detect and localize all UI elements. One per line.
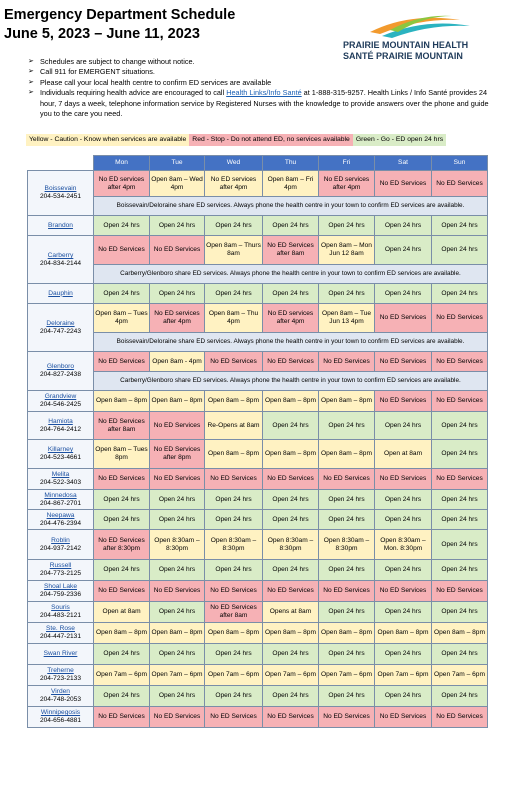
- legend-green: Green - Go - ED open 24 hrs: [353, 134, 446, 146]
- location-phone: 204-748-2053: [39, 696, 82, 703]
- status-cell: Open 24 hrs: [150, 686, 205, 707]
- shared-services-note: Carberry/Glenboro share ED services. Always phone the health centre in your town to confirm ED services are available.: [94, 372, 488, 391]
- status-cell: No ED Services: [432, 581, 488, 602]
- day-header-sun: Sun: [432, 156, 488, 171]
- location-cell: [28, 216, 94, 236]
- location-cell: [28, 686, 94, 707]
- status-cell: Open 24 hrs: [94, 644, 150, 665]
- status-cell: Open 24 hrs: [263, 490, 319, 510]
- status-cell: No ED Services: [205, 581, 263, 602]
- status-cell: Open at 8am: [375, 440, 432, 469]
- table-row: [28, 304, 488, 333]
- legend-yellow: Yellow - Caution - Know when services are available: [26, 134, 189, 146]
- schedule-table: [27, 155, 488, 728]
- location-cell: [28, 236, 94, 284]
- status-cell: No ED Services: [375, 171, 432, 197]
- location-link[interactable]: Swan River: [43, 650, 78, 658]
- status-cell: No ED Services: [150, 469, 205, 490]
- status-cell: Open 24 hrs: [375, 236, 432, 265]
- location-link[interactable]: Shoal Lake: [44, 583, 77, 591]
- title-line-2: June 5, 2023 – June 11, 2023: [4, 26, 200, 42]
- corner-cell: [28, 156, 94, 171]
- status-cell: No ED Services: [94, 581, 150, 602]
- table-row: [28, 216, 488, 236]
- table-row: [28, 412, 488, 440]
- shared-services-note: Carberry/Glenboro share ED services. Always phone the health centre in your town to confirm ED services are available.: [94, 265, 488, 284]
- status-cell: Open 8am – Tue Jun 13 4pm: [319, 304, 375, 333]
- table-row: [28, 530, 488, 560]
- status-cell: No ED Services: [432, 391, 488, 412]
- status-cell: Open 24 hrs: [205, 216, 263, 236]
- location-link[interactable]: Winnipegosis: [40, 709, 81, 717]
- status-cell: Open 8am – 8pm: [263, 440, 319, 469]
- status-cell: Open 8:30am – 8:30pm: [205, 530, 263, 560]
- notice-item: ➢ Schedules are subject to change without notice.: [30, 57, 495, 67]
- location-link[interactable]: Melita: [51, 471, 70, 479]
- status-cell: Open 24 hrs: [375, 560, 432, 581]
- location-link[interactable]: Grandview: [44, 393, 77, 401]
- status-cell: Open 24 hrs: [432, 490, 488, 510]
- location-phone: 204-546-2425: [39, 401, 82, 408]
- status-cell: Open 8am – 8pm: [205, 623, 263, 644]
- status-cell: No ED Services after 8pm: [150, 440, 205, 469]
- status-cell: No ED services after 4pm: [319, 171, 375, 197]
- status-cell: No ED Services: [432, 707, 488, 728]
- location-cell: [28, 440, 94, 469]
- title-line-1: Emergency Department Schedule: [4, 7, 236, 23]
- table-row: [28, 623, 488, 644]
- status-cell: Open 24 hrs: [150, 510, 205, 530]
- status-cell: Open 7am – 6pm: [263, 665, 319, 686]
- status-cell: Open 7am – 6pm: [319, 665, 375, 686]
- location-link[interactable]: Neepawa: [46, 511, 75, 519]
- status-cell: Opens at 8am: [263, 602, 319, 623]
- table-row: [28, 686, 488, 707]
- location-phone: 204-534-2451: [39, 193, 82, 200]
- status-cell: Open 24 hrs: [319, 284, 375, 304]
- status-cell: Open 24 hrs: [150, 644, 205, 665]
- notice-list: [30, 57, 495, 119]
- location-phone: 204-723-2133: [39, 675, 82, 682]
- location-cell: [28, 490, 94, 510]
- status-cell: No ED Services: [319, 707, 375, 728]
- status-cell: Open 24 hrs: [94, 510, 150, 530]
- status-cell: Open 7am – 6pm: [150, 665, 205, 686]
- location-link[interactable]: Dauphin: [48, 289, 73, 297]
- status-cell: Open 8am – 8pm: [94, 391, 150, 412]
- status-cell: No ED Services: [375, 391, 432, 412]
- location-phone: 204-759-2336: [39, 591, 82, 598]
- status-cell: Open 24 hrs: [432, 602, 488, 623]
- status-cell: No ED Services: [150, 236, 205, 265]
- location-link[interactable]: Killarney: [47, 446, 74, 454]
- status-cell: Open 8am – 8pm: [319, 391, 375, 412]
- table-row: [28, 236, 488, 265]
- status-cell: Open 8am – 8pm: [150, 623, 205, 644]
- table-row: [28, 440, 488, 469]
- shared-services-note: Boissevain/Deloraine share ED services. Always phone the health centre in your town to confirm ED services are available.: [94, 197, 488, 216]
- location-link[interactable]: Russell: [49, 562, 72, 570]
- status-cell: Open 24 hrs: [319, 216, 375, 236]
- location-phone: 204-773-2125: [39, 570, 82, 577]
- status-cell: Open 24 hrs: [205, 686, 263, 707]
- status-cell: Open 24 hrs: [150, 216, 205, 236]
- header-row: [28, 156, 488, 171]
- location-cell: [28, 171, 94, 216]
- status-cell: Open 8:30am – Mon. 8:30pm: [375, 530, 432, 560]
- status-cell: Open 24 hrs: [94, 560, 150, 581]
- status-cell: No ED services after 4pm: [94, 171, 150, 197]
- location-cell: [28, 284, 94, 304]
- status-cell: No ED Services: [263, 707, 319, 728]
- status-cell: Open 24 hrs: [150, 284, 205, 304]
- status-cell: Open 8am – 8pm: [263, 391, 319, 412]
- status-cell: Open 24 hrs: [263, 412, 319, 440]
- status-cell: No ED Services: [432, 304, 488, 333]
- location-phone: 204-867-2701: [39, 499, 82, 507]
- legend-red: Red - Stop - Do not attend ED, no services available: [189, 134, 353, 146]
- shared-services-note: Boissevain/Deloraine share ED services. Always phone the health centre in your town to confirm ED services are available.: [94, 333, 488, 352]
- status-cell: Open 8am – Mon Jun 12 8am: [319, 236, 375, 265]
- status-cell: Open 24 hrs: [263, 510, 319, 530]
- status-cell: Open 8am – 8pm: [205, 391, 263, 412]
- location-link[interactable]: Virden: [51, 688, 70, 696]
- table-row: [28, 581, 488, 602]
- table-row: [28, 469, 488, 490]
- status-cell: No ED Services: [150, 707, 205, 728]
- location-cell: [28, 304, 94, 352]
- status-cell: No ED Services: [94, 707, 150, 728]
- status-cell: Open 8am – 8pm: [205, 440, 263, 469]
- table-row: [28, 602, 488, 623]
- status-cell: Open 24 hrs: [263, 644, 319, 665]
- status-cell: No ED Services: [319, 581, 375, 602]
- table-row: [28, 510, 488, 530]
- status-cell: No ED Services: [319, 352, 375, 372]
- table-row: [28, 352, 488, 372]
- status-cell: No ED Services: [205, 469, 263, 490]
- status-cell: No ED Services after 8am: [205, 602, 263, 623]
- status-cell: Open 8am – 8pm: [432, 623, 488, 644]
- notice-item: [30, 88, 495, 119]
- status-cell: No ED Services: [150, 412, 205, 440]
- status-cell: Open 8am - 4pm: [150, 352, 205, 372]
- status-cell: No ED Services: [94, 469, 150, 490]
- status-cell: Open 24 hrs: [375, 412, 432, 440]
- status-cell: Open at 8am: [94, 602, 150, 623]
- status-cell: Open 24 hrs: [432, 510, 488, 530]
- note-row: [28, 197, 488, 216]
- table-row: [28, 644, 488, 665]
- status-cell: Open 8am – Tues 8pm: [94, 440, 150, 469]
- status-cell: Open 24 hrs: [375, 284, 432, 304]
- status-cell: No ED Services: [263, 581, 319, 602]
- status-cell: Open 24 hrs: [150, 602, 205, 623]
- status-cell: Open 24 hrs: [319, 510, 375, 530]
- status-cell: Open 24 hrs: [319, 560, 375, 581]
- status-cell: Open 8:30am – 8:30pm: [319, 530, 375, 560]
- status-cell: Open 24 hrs: [432, 560, 488, 581]
- location-phone: 204-523-4661: [39, 454, 82, 461]
- location-cell: [28, 510, 94, 530]
- status-cell: No ED Services: [263, 352, 319, 372]
- table-row: [28, 665, 488, 686]
- status-cell: No ED Services: [205, 352, 263, 372]
- status-cell: No ED Services: [375, 581, 432, 602]
- location-phone: 204-834-2144: [39, 259, 82, 267]
- status-cell: Open 24 hrs: [94, 216, 150, 236]
- status-cell: Open 24 hrs: [205, 560, 263, 581]
- day-header-tue: Tue: [150, 156, 205, 171]
- status-cell: Open 24 hrs: [432, 530, 488, 560]
- status-cell: Open 24 hrs: [319, 686, 375, 707]
- status-cell: Open 8am – Wed 4pm: [150, 171, 205, 197]
- status-cell: No ED Services: [263, 469, 319, 490]
- status-cell: Open 24 hrs: [205, 490, 263, 510]
- location-cell: [28, 391, 94, 412]
- location-cell: [28, 560, 94, 581]
- location-link[interactable]: Boissevain: [44, 185, 77, 193]
- status-cell: Open 24 hrs: [205, 644, 263, 665]
- org-name-en: PRAIRIE MOUNTAIN HEALTH: [343, 40, 469, 50]
- status-cell: Open 8:30am – 8:30pm: [150, 530, 205, 560]
- status-cell: No ED Services: [94, 352, 150, 372]
- page-title: [4, 6, 235, 44]
- location-link[interactable]: Glenboro: [46, 363, 75, 371]
- status-cell: Re-Opens at 8am: [205, 412, 263, 440]
- status-cell: Open 8am – 8pm: [319, 623, 375, 644]
- status-cell: Open 24 hrs: [150, 490, 205, 510]
- notice-text: Individuals requiring health advice are encouraged to call: [40, 88, 227, 98]
- status-cell: Open 24 hrs: [94, 284, 150, 304]
- status-cell: Open 24 hrs: [375, 510, 432, 530]
- location-phone: 204-483-2121: [39, 612, 82, 619]
- status-cell: Open 7am – 6pm: [432, 665, 488, 686]
- status-cell: Open 24 hrs: [319, 602, 375, 623]
- note-row: [28, 265, 488, 284]
- status-cell: No ED Services: [375, 352, 432, 372]
- status-cell: Open 24 hrs: [94, 490, 150, 510]
- status-cell: Open 8am – Thurs 8am: [205, 236, 263, 265]
- location-link[interactable]: Deloraine: [46, 319, 75, 327]
- status-cell: Open 24 hrs: [205, 284, 263, 304]
- status-cell: Open 24 hrs: [432, 216, 488, 236]
- status-cell: Open 24 hrs: [432, 236, 488, 265]
- notice-text: at 1-888-315-9257. Health Links / Info Santé provides 24 hour, 7 days a week, telephone information service by Registered Nurses with the knowledge to provide answers over the phone and guide you to the care you need.: [40, 88, 489, 119]
- status-cell: Open 8am – Fri 4pm: [263, 171, 319, 197]
- status-cell: Open 7am – 6pm: [94, 665, 150, 686]
- table-row: [28, 284, 488, 304]
- day-header-wed: Wed: [205, 156, 263, 171]
- status-cell: Open 8am – Tues 4pm: [94, 304, 150, 333]
- location-cell: [28, 412, 94, 440]
- location-phone: 204-656-4881: [39, 717, 82, 724]
- status-cell: Open 24 hrs: [375, 490, 432, 510]
- location-link[interactable]: Minnedosa: [44, 491, 77, 499]
- status-cell: No ED Services after 8am: [263, 236, 319, 265]
- status-cell: Open 24 hrs: [319, 490, 375, 510]
- location-phone: 204-747-2243: [39, 327, 82, 335]
- location-cell: [28, 530, 94, 560]
- location-cell: [28, 602, 94, 623]
- location-link[interactable]: Brandon: [48, 221, 73, 229]
- location-cell: [28, 644, 94, 665]
- status-cell: Open 24 hrs: [432, 284, 488, 304]
- status-cell: Open 7am – 6pm: [205, 665, 263, 686]
- table-row: [28, 707, 488, 728]
- day-header-thu: Thu: [263, 156, 319, 171]
- status-cell: No ED Services: [375, 707, 432, 728]
- location-cell: [28, 623, 94, 644]
- day-header-sat: Sat: [375, 156, 432, 171]
- location-link[interactable]: Treherne: [47, 667, 74, 675]
- status-cell: No ED Services: [432, 469, 488, 490]
- table-row: [28, 490, 488, 510]
- status-cell: No ED services after 4pm: [150, 304, 205, 333]
- status-cell: No ED Services: [432, 352, 488, 372]
- location-link[interactable]: Hamiota: [48, 417, 73, 425]
- status-cell: Open 24 hrs: [432, 440, 488, 469]
- location-cell: [28, 581, 94, 602]
- status-cell: Open 24 hrs: [432, 412, 488, 440]
- location-cell: [28, 352, 94, 391]
- status-cell: Open 24 hrs: [94, 686, 150, 707]
- status-cell: No ED Services: [375, 304, 432, 333]
- day-header-fri: Fri: [319, 156, 375, 171]
- status-cell: Open 24 hrs: [263, 560, 319, 581]
- status-cell: Open 8am – Thu 4pm: [205, 304, 263, 333]
- note-row: [28, 333, 488, 352]
- status-cell: Open 8am – 8pm: [263, 623, 319, 644]
- location-phone: 204-764-2412: [39, 425, 82, 433]
- location-link[interactable]: Carberry: [47, 251, 74, 259]
- color-legend: [26, 134, 446, 146]
- status-cell: No ED Services: [432, 171, 488, 197]
- status-cell: No ED Services after 8:30pm: [94, 530, 150, 560]
- location-phone: 204-827-2438: [39, 371, 82, 378]
- org-name-fr: SANTÉ PRAIRIE MOUNTAIN: [343, 51, 463, 61]
- health-links-link[interactable]: Health Links/Info Santé: [226, 88, 302, 98]
- status-cell: Open 8am – 8pm: [319, 440, 375, 469]
- notice-item: ➢ Please call your local health centre to confirm ED services are available: [30, 78, 495, 88]
- status-cell: Open 24 hrs: [375, 602, 432, 623]
- location-cell: [28, 469, 94, 490]
- status-cell: Open 24 hrs: [205, 510, 263, 530]
- status-cell: Open 24 hrs: [263, 686, 319, 707]
- location-phone: 204-476-2394: [39, 519, 82, 527]
- status-cell: Open 8:30am – 8:30pm: [263, 530, 319, 560]
- location-cell: [28, 707, 94, 728]
- status-cell: Open 24 hrs: [375, 216, 432, 236]
- status-cell: Open 8am – 8pm: [375, 623, 432, 644]
- status-cell: No ED Services: [375, 469, 432, 490]
- status-cell: Open 24 hrs: [432, 644, 488, 665]
- status-cell: Open 24 hrs: [432, 686, 488, 707]
- location-phone: 204-522-3403: [39, 479, 82, 486]
- status-cell: Open 24 hrs: [150, 560, 205, 581]
- status-cell: Open 24 hrs: [263, 216, 319, 236]
- table-row: [28, 171, 488, 197]
- status-cell: Open 24 hrs: [319, 644, 375, 665]
- status-cell: Open 24 hrs: [375, 686, 432, 707]
- status-cell: No ED Services: [94, 236, 150, 265]
- status-cell: No ED services after 4pm: [205, 171, 263, 197]
- status-cell: Open 24 hrs: [263, 284, 319, 304]
- status-cell: Open 24 hrs: [319, 412, 375, 440]
- status-cell: No ED Services: [205, 707, 263, 728]
- status-cell: No ED Services: [319, 469, 375, 490]
- location-cell: [28, 665, 94, 686]
- location-link[interactable]: Souris: [51, 604, 70, 612]
- status-cell: Open 8am – 8pm: [94, 623, 150, 644]
- day-header-mon: Mon: [94, 156, 150, 171]
- status-cell: Open 8am – 8pm: [150, 391, 205, 412]
- location-phone: 204-447-2131: [39, 633, 82, 640]
- status-cell: Open 7am – 6pm: [375, 665, 432, 686]
- status-cell: Open 24 hrs: [375, 644, 432, 665]
- location-phone: 204-937-2142: [39, 544, 82, 552]
- note-row: [28, 372, 488, 391]
- table-row: [28, 560, 488, 581]
- status-cell: No ED services after 4pm: [263, 304, 319, 333]
- status-cell: No ED Services after 8am: [94, 412, 150, 440]
- location-link[interactable]: Ste. Rose: [46, 625, 75, 633]
- table-row: [28, 391, 488, 412]
- location-link[interactable]: Roblin: [51, 536, 70, 544]
- status-cell: No ED Services: [150, 581, 205, 602]
- notice-item: ➢ Call 911 for EMERGENT situations.: [30, 67, 495, 77]
